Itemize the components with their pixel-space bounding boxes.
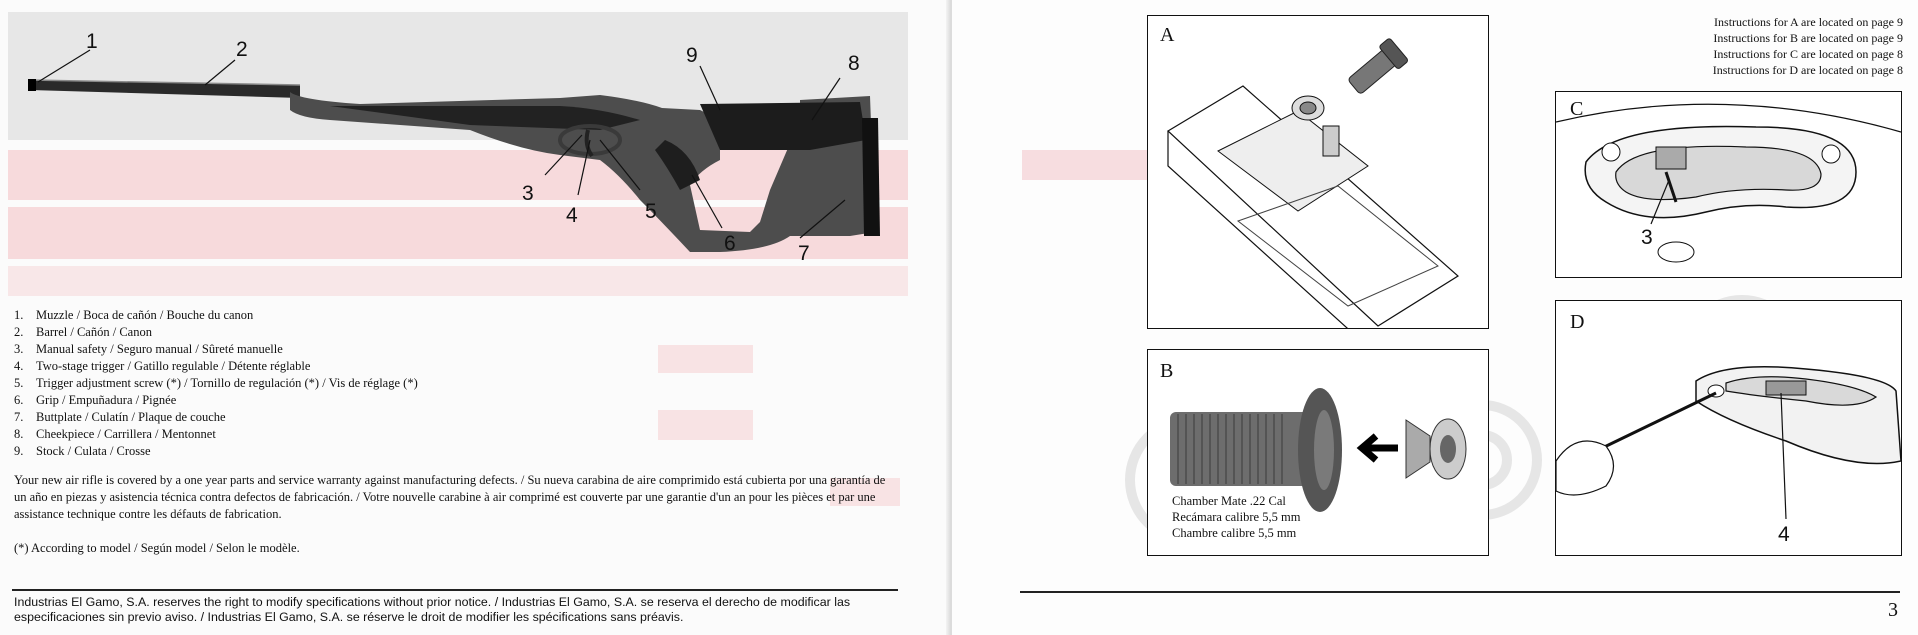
callout-3: 3 (522, 182, 534, 205)
callout-7: 7 (798, 242, 810, 265)
callout-9: 9 (686, 44, 698, 67)
parts-list-item: 7. Buttplate / Culatín / Plaque de couche (14, 410, 226, 424)
callout-4: 4 (566, 204, 578, 227)
panel-b-label: B (1160, 360, 1174, 382)
panel-c-illustration (1556, 92, 1901, 277)
footnote-text: (*) According to model / Según model / Selon le modèle. (14, 541, 300, 555)
panel-a-illustration (1148, 16, 1488, 328)
panel-c (1555, 91, 1902, 278)
parts-list-item: 1. Muzzle / Boca de cañón / Bouche du canon (14, 308, 254, 322)
callout-5: 5 (645, 200, 657, 223)
instruction-item: Instructions for B are located on page 9 (1713, 31, 1903, 45)
callout-6: 6 (724, 232, 736, 255)
footer-rule (1020, 591, 1900, 593)
parts-list-item: 8. Cheekpiece / Carrillera / Mentonnet (14, 427, 216, 441)
parts-list-item: 5. Trigger adjustment screw (*) / Tornillo de regulación (*) / Vis de réglage (*) (14, 376, 418, 390)
callout-1: 1 (86, 30, 98, 53)
instruction-item: Instructions for A are located on page 9 (1714, 15, 1903, 29)
panel-a (1147, 15, 1489, 329)
parts-list-item: 3. Manual safety / Seguro manual / Sûreté manuelle (14, 342, 283, 356)
page-number: 3 (1888, 599, 1898, 621)
parts-list (14, 307, 418, 460)
callout-2: 2 (236, 38, 248, 61)
rifle-diagram (0, 0, 950, 300)
bleed-through-band (658, 410, 753, 440)
panel-c-callout: 3 (1641, 226, 1653, 249)
chamber-caption: Chamber Mate .22 Cal Recámara calibre 5,5 mm Chambre calibre 5,5 mm (1172, 494, 1301, 540)
parts-list-item: 6. Grip / Empuñadura / Pignée (14, 393, 177, 407)
panel-c-label: C (1570, 98, 1584, 120)
panel-d (1555, 300, 1902, 556)
panel-d-label: D (1570, 311, 1585, 333)
parts-list-item: 2. Barrel / Cañón / Canon (14, 325, 152, 339)
disclaimer-text: Industrias El Gamo, S.A. reserves the right to modify specifications without prior notice. / Industrias El Gamo, S.A. se reserva el derecho de modificar las especificaciones sin previo aviso. / Industrias El Gamo, S.A. se réserve le droit de modifier les spécifications sans préavis. (14, 595, 851, 624)
bleed-through-band (658, 345, 753, 373)
rifle-illustration (28, 79, 880, 252)
panel-d-callout: 4 (1778, 523, 1790, 546)
panel-d-illustration (1556, 301, 1901, 555)
parts-list-item: 9. Stock / Culata / Crosse (14, 444, 151, 458)
warranty-text: Your new air rifle is covered by a one year parts and service warranty against manufacturing defects. / Su nueva carabina de aire comprimido está cubierta por una garantía de un año en piezas y asistencia técnica contra defectos de fabricación. / Votre nouvelle carabine à air comprimé est couverte par une garantie d'un an pour les pièces et par une assistance technique contre les défauts de fabrication. (14, 473, 886, 521)
footer-rule (12, 589, 898, 591)
callout-8: 8 (848, 52, 860, 75)
left-page (0, 0, 950, 635)
instruction-item: Instructions for C are located on page 8 (1713, 47, 1903, 61)
parts-list-item: 4. Two-stage trigger / Gatillo regulable / Détente réglable (14, 359, 311, 373)
instructions-list (1620, 14, 1903, 78)
instruction-item: Instructions for D are located on page 8 (1712, 63, 1903, 77)
panel-a-label: A (1160, 24, 1175, 46)
